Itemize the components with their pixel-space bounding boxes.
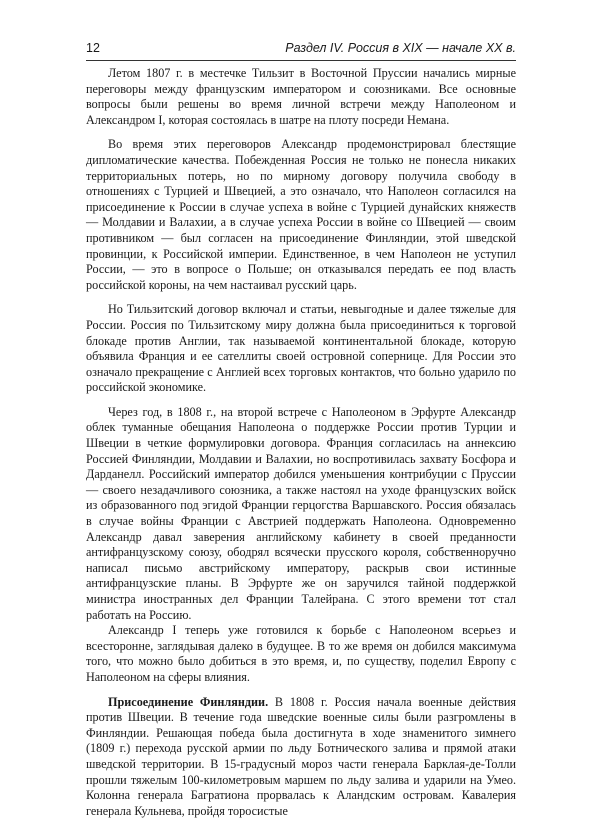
body-text	[86, 66, 516, 819]
paragraph-1: Летом 1807 г. в местечке Тильзит в Восточной Пруссии начались мирные переговоры между французским императором и союзниками. Все основные вопросы были решены во время личной встречи между Наполеоном и Александром I, которая состоялась в шатре на плоту посреди Немана.	[86, 66, 516, 127]
page-number: 12	[86, 41, 100, 55]
paragraph-5: Александр I теперь уже готовился к борьбе с Наполеоном всерьез и всесторонне, заглядывая далеко в будущее. В то же время он добился максимума того, что можно было добиться в это время, и, по существу, поделил Европу с Наполеоном на сферы влияния.	[86, 623, 516, 684]
running-title: Раздел IV. Россия в XIX — начале XX в.	[285, 41, 516, 55]
paragraph-6	[86, 695, 516, 819]
paragraph-2: Во время этих переговоров Александр продемонстрировал блестящие дипломатические качества. Побежденная Россия не только не понесла никаких территориальных потерь, но по мирному договору получила свободу в отношениях с Турцией и Швецией, а это означало, что Наполеон согласился на присоединение к России в случае успеха в войне с Турцией дунайских княжеств — Молдавии и Валахии, а в случае успеха России в войне со Швецией — своим противником — был согласен на присоединение Финляндии, этой шведской провинции, к Российской империи. Единственное, в чем Наполеон не уступил России, — это в вопросе о Польше; он отказывался передать ее под власть российской короны, на чем настаивал русский царь.	[86, 137, 516, 292]
paragraph-6-text: В 1808 г. Россия начала военные действия против Швеции. В течение года шведские военные силы были разгромлены в Финляндии. Решающая победа была достигнута в ходе знаменитого зимнего (1809 г.) перехода русской армии по льду Ботнического залива и прямой атаки шведской территории. В 15-градусный мороз части генерала Барклая-де-Толли прошли тяжелым 100-километровым маршем по льду залива и ударили на Умео. Колонна генерала Багратиона прорвалась к Аландским островам. Кавалерия генерала Кульнева, пройдя торосистые	[86, 694, 516, 818]
section-heading: Присоединение Финляндии.	[108, 694, 269, 709]
paragraph-4: Через год, в 1808 г., на второй встрече с Наполеоном в Эрфурте Александр облек туманные обещания Наполеона о поддержке России против Турции и Швеции в четкие формулировки договора. Франция согласилась на аннексию Россией Финляндии, Молдавии и Валахии, но воспротивилась захвату Босфора и Дарданелл. Российский император добился уменьшения контрибуции с Пруссии — своего незадачливого союзника, а также настоял на уходе французских войск из образованного под эгидой Франции герцогства Варшавского. Россия обязалась в случае войны Франции с Австрией поддержать Наполеона. Одновременно Александр давал заверения английскому кабинету в своей преданности антифранцузскому союзу, ободрял всячески прусского короля, собственноручно написал письмо австрийскому императору, раскрыв свои истинные антифранцузские планы. В Эрфурте же он заручился тайной поддержкой министра иностранных дел Франции Талейрана. С этого времени тот стал работать на Россию.	[86, 404, 516, 622]
header-rule	[86, 60, 516, 61]
paragraph-3: Но Тильзитский договор включал и статьи, невыгодные и далее тяжелые для России. Россия по Тильзитскому миру должна была присоединиться к торговой блокаде против Англии, так называемой континентальной блокаде, которую объявила Франция и ее сателлиты своей островной сопернице. Для России это означало прекращение с Англией всех торговых контактов, что больно ударило по российской экономике.	[86, 302, 516, 395]
